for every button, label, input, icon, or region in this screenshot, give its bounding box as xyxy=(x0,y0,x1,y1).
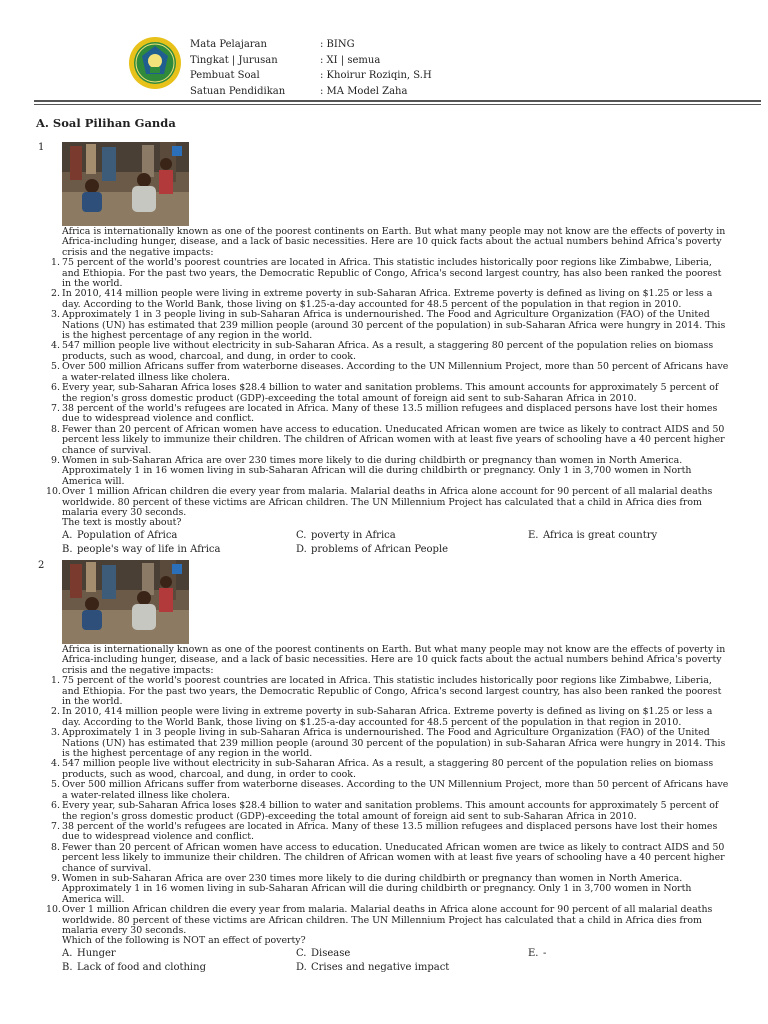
question-passage xyxy=(46,226,732,529)
meta-label: Pembuat Soal xyxy=(190,70,260,81)
africa-children-photo xyxy=(62,142,189,226)
list-item-text: 75 percent of the world's poorest countries are located in Africa. This statistic includes historically poor regions like Zimbabwe, Liberia, and Ethiopia. For the past two years, the Democratic Republic of Congo, Africa's second largest country, has also been ranked the poorest in the world. xyxy=(62,257,722,290)
passage-intro: Africa is internationally known as one of the poorest continents on Earth. But what many people may not know are the effects of poverty in Africa-including hunger, disease, and a lack of basic necessities. Here are 10 quick facts about the actual numbers behind Africa's poverty crisis and the negative impacts: xyxy=(62,644,726,676)
header-divider xyxy=(34,104,761,105)
option-text: Africa is great country xyxy=(543,530,658,541)
list-item-text: 547 million people live without electricity in sub-Saharan Africa. As a result, a staggering 80 percent of the population relies on biomass products, such as wood, charcoal, and dung, in order to cook. xyxy=(62,340,714,362)
list-item: 8. Fewer than 20 percent of African women have access to education. Uneducated African women are twice as likely to contract AIDS and 50 percent less likely to immunize their children. The children of African women with at least five years of schooling have a 40 percent higher chance of survival. xyxy=(51,423,725,456)
option-c[interactable] xyxy=(296,947,528,961)
answer-options xyxy=(62,947,742,975)
header-divider xyxy=(34,100,761,102)
list-item-text: 38 percent of the world's refugees are located in Africa. Many of these 13.5 million refugees and displaced persons have lost their homes due to widespread violence and conflict. xyxy=(62,402,718,425)
option-letter: B. xyxy=(62,962,73,973)
list-item-text: Every year, sub-Saharan Africa loses $28.4 billion to water and sanitation problems. This amount accounts for approximately 5 percent of the region's gross domestic product (GDP)-exceeding the total amount of foreign aid sent to sub-Saharan Africa in 2010. xyxy=(62,382,719,404)
option-text: Disease xyxy=(311,948,351,959)
option-e[interactable] xyxy=(528,947,728,961)
header-meta-table xyxy=(190,37,432,99)
list-item-text: Women in sub-Saharan Africa are over 230 times more likely to die during childbirth or pregnancy than women in North America. Approximately 1 in 16 women living in sub-Saharan African will die during childbirth or pregnancy. Only 1 in 3,700 women in North America will. xyxy=(62,872,692,905)
option-letter: C. xyxy=(296,530,307,541)
africa-children-photo xyxy=(62,560,189,644)
meta-row xyxy=(190,68,432,84)
meta-value: : Khoirur Roziqin, S.H xyxy=(320,70,432,81)
list-item-text: Over 500 million Africans suffer from waterborne diseases. According to the UN Millennium Project, more than 50 percent of Africans have a water-related illness like cholera. xyxy=(62,361,729,383)
list-item-text: Women in sub-Saharan Africa are over 230 times more likely to die during childbirth or pregnancy than women in North America. Approximately 1 in 16 women living in sub-Saharan African will die during childbirth or pregnancy. Only 1 in 3,700 women in North America will. xyxy=(62,454,692,487)
list-item: 9. Women in sub-Saharan Africa are over 230 times more likely to die during childbirth or pregnancy than women in North America. Approximately 1 in 16 women living in sub-Saharan African will die during childbirth or pregnancy. Only 1 in 3,700 women in North America will. xyxy=(51,454,692,487)
list-item: 3. Approximately 1 in 3 people living in sub-Saharan Africa is undernourished. The Food and Agriculture Organization (FAO) of the United Nations (UN) has estimated that 239 million people (around 30 percent of the population) in sub-Saharan Africa were hungry in 2014. This is the highest percentage of any region in the world. xyxy=(51,727,726,760)
list-item-text: 38 percent of the world's refugees are located in Africa. Many of these 13.5 million refugees and displaced persons have lost their homes due to widespread violence and conflict. xyxy=(62,820,718,843)
option-letter: E. xyxy=(528,530,539,541)
meta-value: : MA Model Zaha xyxy=(320,85,408,97)
list-item-text: Approximately 1 in 3 people living in sub-Saharan Africa is undernourished. The Food and Agriculture Organization (FAO) of the United Nations (UN) has estimated that 239 million people (around 30 percent of the population) in sub-Saharan Africa were hungry in 2014. This is the highest percentage of any region in the world. xyxy=(62,727,726,760)
meta-label: Mata Pelajaran xyxy=(190,39,267,50)
list-item: 10. Over 1 million African children die every year from malaria. Malarial deaths in Africa alone account for 90 percent of all malarial deaths worldwide. 80 percent of these victims are African children. The UN Millennium Project has calculated that a child in Africa dies from malaria every 30 seconds. xyxy=(46,486,713,518)
list-item-text: Every year, sub-Saharan Africa loses $28.4 billion to water and sanitation problems. This amount accounts for approximately 5 percent of the region's gross domestic product (GDP)-exceeding the total amount of foreign aid sent to sub-Saharan Africa in 2010. xyxy=(62,800,719,822)
option-c[interactable] xyxy=(296,529,528,543)
list-item-text: Over 500 million Africans suffer from waterborne diseases. According to the UN Millennium Project, more than 50 percent of Africans have a water-related illness like cholera. xyxy=(62,779,729,801)
list-item: 10. Over 1 million African children die every year from malaria. Malarial deaths in Africa alone account for 90 percent of all malarial deaths worldwide. 80 percent of these victims are African children. The UN Millennium Project has calculated that a child in Africa dies from malaria every 30 seconds. xyxy=(46,904,713,936)
meta-label: Tingkat | Jurusan xyxy=(190,54,278,66)
option-letter: D. xyxy=(296,544,307,555)
option-letter: E. xyxy=(528,948,539,959)
option-text: - xyxy=(543,948,547,959)
question-number: 1 xyxy=(38,142,45,153)
list-item: 9. Women in sub-Saharan Africa are over 230 times more likely to die during childbirth or pregnancy than women in North America. Approximately 1 in 16 women living in sub-Saharan African will die during childbirth or pregnancy. Only 1 in 3,700 women in North America will. xyxy=(51,872,692,905)
option-letter: D. xyxy=(296,962,307,973)
option-d[interactable] xyxy=(296,543,528,557)
list-item: 1. 75 percent of the world's poorest countries are located in Africa. This statistic includes historically poor regions like Zimbabwe, Liberia, and Ethiopia. For the past two years, the Democratic Republic of Congo, Africa's second largest country, has also been ranked the poorest in the world. xyxy=(51,257,722,290)
list-item: 2. In 2010, 414 million people were living in extreme poverty in sub-Saharan Africa. Extreme poverty is defined as living on $1.25 or less a day. According to the World Bank, those living on $1.25-a-day accounted for 48.5 percent of the population in that region in 2010. xyxy=(51,288,713,310)
option-d[interactable] xyxy=(296,961,528,975)
option-text: Crises and negative impact xyxy=(311,962,450,973)
meta-row xyxy=(190,53,432,69)
option-a[interactable] xyxy=(62,529,296,543)
list-item: 6. Every year, sub-Saharan Africa loses $28.4 billion to water and sanitation problems. This amount accounts for approximately 5 percent of the region's gross domestic product (GDP)-exceeding the total amount of foreign aid sent to sub-Saharan Africa in 2010. xyxy=(51,800,719,822)
option-letter: A. xyxy=(62,948,73,959)
meta-row xyxy=(190,37,432,53)
facts-list xyxy=(46,257,732,518)
option-letter: A. xyxy=(62,530,73,541)
option-text: people's way of life in Africa xyxy=(77,544,221,555)
list-item: 7. 38 percent of the world's refugees are located in Africa. Many of these 13.5 million refugees and displaced persons have lost their homes due to widespread violence and conflict. xyxy=(51,402,718,425)
list-item-text: In 2010, 414 million people were living in extreme poverty in sub-Saharan Africa. Extreme poverty is defined as living on $1.25 or less a day. According to the World Bank, those living on $1.25-a-day accounted for 48.5 percent of the population in that region in 2010. xyxy=(62,706,713,728)
meta-value: : XI | semua xyxy=(320,54,381,66)
list-item: 5. Over 500 million Africans suffer from waterborne diseases. According to the UN Millennium Project, more than 50 percent of Africans have a water-related illness like cholera. xyxy=(51,361,729,383)
option-letter: B. xyxy=(62,544,73,555)
list-item: 4. 547 million people live without electricity in sub-Saharan Africa. As a result, a staggering 80 percent of the population relies on biomass products, such as wood, charcoal, and dung, in order to cook. xyxy=(51,758,714,780)
facts-list xyxy=(46,675,732,936)
list-item: 1. 75 percent of the world's poorest countries are located in Africa. This statistic includes historically poor regions like Zimbabwe, Liberia, and Ethiopia. For the past two years, the Democratic Republic of Congo, Africa's second largest country, has also been ranked the poorest in the world. xyxy=(51,675,722,708)
list-item: 6. Every year, sub-Saharan Africa loses $28.4 billion to water and sanitation problems. This amount accounts for approximately 5 percent of the region's gross domestic product (GDP)-exceeding the total amount of foreign aid sent to sub-Saharan Africa in 2010. xyxy=(51,382,719,404)
option-b[interactable] xyxy=(62,961,296,975)
list-item-text: Fewer than 20 percent of African women have access to education. Uneducated African women are twice as likely to contract AIDS and 50 percent less likely to immunize their children. The children of African women with at least five years of schooling have a 40 percent higher chance of survival. xyxy=(62,423,725,456)
list-item-text: In 2010, 414 million people were living in extreme poverty in sub-Saharan Africa. Extreme poverty is defined as living on $1.25 or less a day. According to the World Bank, those living on $1.25-a-day accounted for 48.5 percent of the population in that region in 2010. xyxy=(62,288,713,310)
option-text: Lack of food and clothing xyxy=(77,962,206,973)
question-passage xyxy=(46,644,732,947)
meta-row xyxy=(190,84,432,100)
question-stem: Which of the following is NOT an effect of poverty? xyxy=(62,935,306,947)
list-item-text: Approximately 1 in 3 people living in sub-Saharan Africa is undernourished. The Food and Agriculture Organization (FAO) of the United Nations (UN) has estimated that 239 million people (around 30 percent of the population) in sub-Saharan Africa were hungry in 2014. This is the highest percentage of any region in the world. xyxy=(62,309,726,342)
list-item: 5. Over 500 million Africans suffer from waterborne diseases. According to the UN Millennium Project, more than 50 percent of Africans have a water-related illness like cholera. xyxy=(51,779,729,801)
school-logo-icon xyxy=(128,36,182,90)
option-b[interactable] xyxy=(62,543,296,557)
list-item-text: Fewer than 20 percent of African women have access to education. Uneducated African women are twice as likely to contract AIDS and 50 percent less likely to immunize their children. The children of African women with at least five years of schooling have a 40 percent higher chance of survival. xyxy=(62,841,725,874)
option-text: Hunger xyxy=(77,948,116,959)
option-letter: C. xyxy=(296,948,307,959)
passage-intro: Africa is internationally known as one of the poorest continents on Earth. But what many people may not know are the effects of poverty in Africa-including hunger, disease, and a lack of basic necessities. Here are 10 quick facts about the actual numbers behind Africa's poverty crisis and the negative impacts: xyxy=(62,226,726,258)
answer-options xyxy=(62,529,742,557)
question-number: 2 xyxy=(38,560,45,571)
list-item-text: 547 million people live without electricity in sub-Saharan Africa. As a result, a staggering 80 percent of the population relies on biomass products, such as wood, charcoal, and dung, in order to cook. xyxy=(62,758,714,780)
list-item: 3. Approximately 1 in 3 people living in sub-Saharan Africa is undernourished. The Food and Agriculture Organization (FAO) of the United Nations (UN) has estimated that 239 million people (around 30 percent of the population) in sub-Saharan Africa were hungry in 2014. This is the highest percentage of any region in the world. xyxy=(51,309,726,342)
meta-label: Satuan Pendidikan xyxy=(190,85,286,97)
list-item: 8. Fewer than 20 percent of African women have access to education. Uneducated African women are twice as likely to contract AIDS and 50 percent less likely to immunize their children. The children of African women with at least five years of schooling have a 40 percent higher chance of survival. xyxy=(51,841,725,874)
option-a[interactable] xyxy=(62,947,296,961)
list-item: 7. 38 percent of the world's refugees are located in Africa. Many of these 13.5 million refugees and displaced persons have lost their homes due to widespread violence and conflict. xyxy=(51,820,718,843)
list-item: 4. 547 million people live without electricity in sub-Saharan Africa. As a result, a staggering 80 percent of the population relies on biomass products, such as wood, charcoal, and dung, in order to cook. xyxy=(51,340,714,362)
list-item: 2. In 2010, 414 million people were living in extreme poverty in sub-Saharan Africa. Extreme poverty is defined as living on $1.25 or less a day. According to the World Bank, those living on $1.25-a-day accounted for 48.5 percent of the population in that region in 2010. xyxy=(51,706,713,728)
section-title: A. Soal Pilihan Ganda xyxy=(36,116,176,130)
option-text: poverty in Africa xyxy=(311,530,396,541)
document-header xyxy=(128,36,748,96)
meta-value: : BING xyxy=(320,39,355,50)
list-item-text: Over 1 million African children die every year from malaria. Malarial deaths in Africa alone account for 90 percent of all malarial deaths worldwide. 80 percent of these victims are African children. The UN Millennium Project has calculated that a child in Africa dies from malaria every 30 seconds. xyxy=(62,486,713,518)
question-stem: The text is mostly about? xyxy=(62,517,182,529)
option-e[interactable] xyxy=(528,529,728,543)
option-text: Population of Africa xyxy=(77,530,178,541)
option-text: problems of African People xyxy=(311,544,449,555)
list-item-text: Over 1 million African children die every year from malaria. Malarial deaths in Africa alone account for 90 percent of all malarial deaths worldwide. 80 percent of these victims are African children. The UN Millennium Project has calculated that a child in Africa dies from malaria every 30 seconds. xyxy=(62,904,713,936)
list-item-text: 75 percent of the world's poorest countries are located in Africa. This statistic includes historically poor regions like Zimbabwe, Liberia, and Ethiopia. For the past two years, the Democratic Republic of Congo, Africa's second largest country, has also been ranked the poorest in the world. xyxy=(62,675,722,708)
